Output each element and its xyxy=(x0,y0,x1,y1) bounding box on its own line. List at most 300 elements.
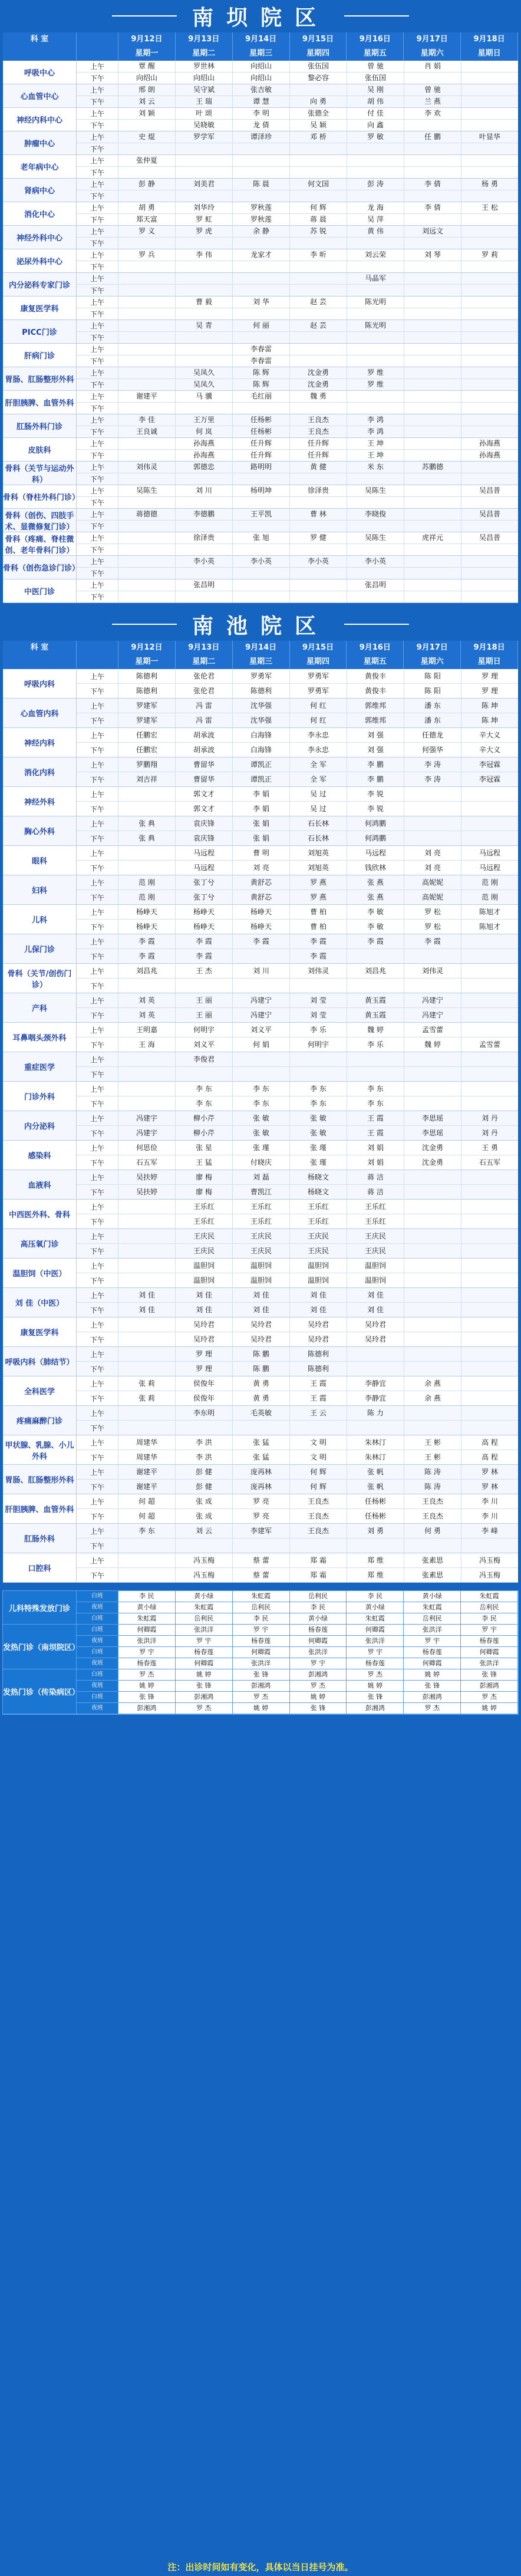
slot-time: 下午 xyxy=(77,772,118,786)
doctor-cell: 王万里 xyxy=(176,414,233,426)
slot-time: 上午 xyxy=(77,1200,118,1214)
doctor-cell: 谢建平 xyxy=(118,391,176,402)
dept-slots xyxy=(77,1023,518,1052)
time-slot xyxy=(77,713,518,727)
slot-time: 上午 xyxy=(77,1170,118,1184)
slot-time: 上午 xyxy=(77,320,118,331)
time-slot xyxy=(77,202,518,214)
doctor-cell xyxy=(176,308,233,319)
doctor-cell xyxy=(404,450,461,461)
time-slot xyxy=(77,1170,518,1185)
doctor-cell xyxy=(461,1185,518,1199)
doctor-cell xyxy=(347,1362,404,1376)
doctor-cell: 蒋 洁 xyxy=(347,1185,404,1199)
doctor-cell: 何鸿鹏 xyxy=(347,831,404,845)
doctor-cell xyxy=(347,190,404,202)
dept-name: 产科 xyxy=(3,993,77,1022)
doctor-cell xyxy=(118,579,176,591)
doctor-cell xyxy=(404,190,461,202)
doctor-cell xyxy=(233,285,290,296)
doctor-cell: 冯玉梅 xyxy=(479,1556,500,1564)
doctor-cell: 王 彬 xyxy=(404,1435,461,1450)
doctor-cell xyxy=(404,591,461,602)
header-dept-label: 科 室 xyxy=(3,641,77,655)
dept-slots xyxy=(77,757,518,786)
dept-row xyxy=(3,1406,518,1435)
doctor-cell xyxy=(404,544,461,555)
doctor-cell: 王 彬 xyxy=(404,1450,461,1464)
slot-time: 下午 xyxy=(77,1303,118,1317)
slot-time: 上午 xyxy=(77,1052,118,1066)
doctor-cell: 李 锐 xyxy=(347,787,404,801)
doctor-cell: 张 娟 xyxy=(233,831,290,845)
dept-name: 门诊外科 xyxy=(3,1082,77,1111)
doctor-cell: 彭 健 xyxy=(176,1480,233,1494)
doctor-cell: 王明嘉 xyxy=(118,1023,176,1037)
special-doctor-cell: 李 民 xyxy=(347,1591,404,1602)
doctor-cell xyxy=(233,949,290,963)
time-slot xyxy=(77,1406,518,1421)
doctor-cell: 罗秋莲 xyxy=(233,202,290,213)
slot-time: 下午 xyxy=(77,473,118,485)
dept-row xyxy=(3,155,518,179)
slot-time: 上午 xyxy=(77,1406,118,1420)
doctor-cell: 罗 维 xyxy=(347,379,404,390)
doctor-cell: 罗 莉 xyxy=(482,251,498,259)
dept-row xyxy=(3,320,518,344)
doctor-cell xyxy=(404,787,461,801)
doctor-cell: 温胆饲 xyxy=(233,1259,290,1273)
doctor-cell: 陈 阳 xyxy=(404,669,461,683)
doctor-cell: 冯 雷 xyxy=(176,699,233,713)
doctor-cell xyxy=(404,556,461,567)
doctor-cell: 何强华 xyxy=(404,743,461,757)
doctor-cell xyxy=(404,1096,461,1111)
doctor-cell: 黄玉霞 xyxy=(347,1008,404,1022)
doctor-cell: 吴 青 xyxy=(176,320,233,331)
doctor-cell: 刘美君 xyxy=(176,179,233,190)
time-slot xyxy=(77,438,518,450)
doctor-cell: 王良杰 xyxy=(290,1494,347,1508)
slot-time: 下午 xyxy=(77,143,118,154)
doctor-cell: 赵 芸 xyxy=(290,297,347,308)
special-doctor-cell: 姚 婷 xyxy=(233,1703,290,1714)
doctor-cell xyxy=(404,497,461,508)
doctor-cell: 温胆饲 xyxy=(290,1273,347,1287)
doctor-cell: 张昌明 xyxy=(347,579,404,591)
slot-time: 上午 xyxy=(77,391,118,402)
doctor-cell: 余 燕 xyxy=(404,1376,461,1391)
time-slot xyxy=(77,1111,518,1126)
dept-name: 呼吸内科 xyxy=(3,669,77,698)
doctor-cell: 罗勇军 xyxy=(290,669,347,683)
special-doctor-cell: 何卿霞 xyxy=(290,1636,347,1646)
doctor-cell xyxy=(461,993,518,1007)
doctor-cell: 冯建宁 xyxy=(404,1008,461,1022)
time-slot xyxy=(77,1332,518,1346)
doctor-cell: 黄玉霞 xyxy=(347,993,404,1007)
doctor-cell: 曹留华 xyxy=(176,772,233,786)
doctor-cell xyxy=(461,979,518,993)
doctor-cell xyxy=(461,1391,518,1405)
time-slot xyxy=(77,120,518,131)
special-doctor-cell: 罗 宇 xyxy=(347,1647,404,1658)
dept-slots xyxy=(77,202,518,225)
dept-row xyxy=(3,391,518,414)
doctor-cell xyxy=(176,332,233,343)
doctor-cell xyxy=(404,473,461,485)
doctor-cell: 朱林汀 xyxy=(347,1450,404,1464)
doctor-cell xyxy=(461,143,518,154)
doctor-cell: 刘 亮 xyxy=(404,846,461,860)
dept-row xyxy=(3,816,518,846)
doctor-cell xyxy=(176,167,233,178)
special-slot-time: 白班 xyxy=(77,1647,118,1658)
doctor-cell: 庞再林 xyxy=(233,1480,290,1494)
doctor-cell xyxy=(118,379,176,390)
doctor-cell: 袁庆锋 xyxy=(176,831,233,845)
time-slot xyxy=(77,920,518,934)
doctor-cell xyxy=(118,1347,176,1361)
slot-time: 上午 xyxy=(77,1553,118,1567)
header-dates-row xyxy=(3,641,518,655)
slot-time: 上午 xyxy=(77,297,118,308)
doctor-cell: 李晓俊 xyxy=(347,509,404,520)
header-blank xyxy=(3,47,77,61)
doctor-cell: 曹凯江 xyxy=(233,1185,290,1199)
doctor-cell xyxy=(404,320,461,331)
special-slots xyxy=(77,1625,518,1669)
special-doctor-cell: 何卿霞 xyxy=(461,1647,518,1658)
dept-name: 肝胆胰脾、血管外科 xyxy=(3,1494,77,1523)
dept-name: 耳鼻咽头颈外科 xyxy=(3,1023,77,1052)
doctor-cell xyxy=(461,73,518,84)
special-doctor-cell: 杨春莲 xyxy=(290,1625,347,1635)
dept-name: 口腔科 xyxy=(3,1553,77,1582)
doctor-cell: 陈德利 xyxy=(118,669,176,683)
doctor-cell: 李 锐 xyxy=(347,802,404,816)
dept-row xyxy=(3,202,518,226)
special-doctor-cell: 杨春莲 xyxy=(404,1647,461,1658)
doctor-cell xyxy=(404,1214,461,1228)
doctor-cell: 米 东 xyxy=(347,462,404,473)
slot-time: 上午 xyxy=(77,1259,118,1273)
special-doctor-cell: 罗 杰 xyxy=(347,1669,404,1680)
doctor-cell xyxy=(461,934,518,948)
time-slot xyxy=(77,831,518,845)
doctor-cell: 李 霞 xyxy=(176,934,233,948)
doctor-cell: 曹 柏 xyxy=(290,920,347,934)
doctor-cell xyxy=(461,831,518,845)
doctor-cell xyxy=(118,979,176,993)
doctor-cell: 李静宜 xyxy=(347,1376,404,1391)
doctor-cell xyxy=(118,1214,176,1228)
special-doctor-cell: 黄小绿 xyxy=(290,1613,347,1624)
slot-time: 上午 xyxy=(77,1229,118,1243)
slot-time: 下午 xyxy=(77,1214,118,1228)
doctor-cell xyxy=(233,308,290,319)
slot-time: 上午 xyxy=(77,61,118,72)
doctor-cell: 陈 辉 xyxy=(233,379,290,390)
slot-time: 下午 xyxy=(77,1391,118,1405)
doctor-cell xyxy=(118,1229,176,1243)
special-slot-time: 夜班 xyxy=(77,1602,118,1613)
doctor-cell: 冯建宁 xyxy=(404,993,461,1007)
header-weekdays-row xyxy=(3,655,518,669)
time-slot xyxy=(77,320,518,332)
doctor-cell: 邢 朗 xyxy=(118,84,176,95)
doctor-cell xyxy=(176,473,233,485)
doctor-cell: 罗 松 xyxy=(404,905,461,919)
time-slot xyxy=(77,1229,518,1244)
doctor-cell xyxy=(404,261,461,272)
special-doctor-cell: 姚 婷 xyxy=(118,1681,176,1691)
doctor-cell: 郑天富 xyxy=(118,214,176,225)
doctor-cell xyxy=(461,355,518,367)
doctor-cell xyxy=(118,521,176,532)
doctor-cell: 马远程 xyxy=(347,846,404,860)
doctor-cell xyxy=(233,332,290,343)
doctor-cell: 冯玉梅 xyxy=(176,1553,233,1567)
time-slot xyxy=(77,249,518,261)
doctor-cell xyxy=(404,1244,461,1258)
dept-name: 神经内科 xyxy=(3,728,77,757)
dept-name: 神经外科 xyxy=(3,787,77,816)
doctor-cell: 吴昌普 xyxy=(479,533,500,542)
doctor-cell: 刘伟灵 xyxy=(118,462,176,473)
special-doctor-cell: 杨春莲 xyxy=(347,1658,404,1669)
header-dates-row xyxy=(3,32,518,47)
doctor-cell xyxy=(233,1421,290,1435)
doctor-cell xyxy=(461,285,518,296)
doctor-cell: 刘 佳 xyxy=(290,1288,347,1302)
dept-name: 内分泌科专家门诊 xyxy=(3,273,77,296)
doctor-cell: 何 超 xyxy=(118,1494,176,1508)
slot-time: 下午 xyxy=(77,450,118,461)
special-slot xyxy=(77,1613,518,1624)
special-doctor-cell: 罗 宇 xyxy=(290,1658,347,1669)
doctor-cell: 陈 坤 xyxy=(482,701,498,710)
doctor-cell xyxy=(404,1347,461,1361)
doctor-cell: 张 莉 xyxy=(118,1376,176,1391)
dept-row xyxy=(3,273,518,297)
special-row xyxy=(3,1591,518,1625)
slot-time: 上午 xyxy=(77,273,118,284)
doctor-cell: 沈金勇 xyxy=(404,1141,461,1155)
time-slot xyxy=(77,934,518,949)
doctor-cell: 黄舒芯 xyxy=(233,875,290,890)
special-doctor-cell: 张洪洋 xyxy=(176,1625,233,1635)
dept-name: 胃肠、肛肠整形外科 xyxy=(3,367,77,390)
slot-time: 上午 xyxy=(77,787,118,801)
time-slot xyxy=(77,1317,518,1332)
doctor-cell: 付晓庆 xyxy=(233,1155,290,1170)
doctor-cell xyxy=(461,190,518,202)
dept-slots xyxy=(77,964,518,993)
doctor-cell: 温胆饲 xyxy=(347,1259,404,1273)
doctor-cell: 张 旭 xyxy=(233,532,290,543)
doctor-cell xyxy=(118,473,176,485)
special-slot-time: 白班 xyxy=(77,1692,118,1702)
doctor-cell: 张昌明 xyxy=(176,579,233,591)
special-doctor-cell: 杨春莲 xyxy=(176,1647,233,1658)
doctor-cell: 彭 静 xyxy=(118,179,176,190)
doctor-cell xyxy=(347,238,404,249)
doctor-cell xyxy=(290,521,347,532)
doctor-cell: 何思俭 xyxy=(118,1141,176,1155)
dept-slots xyxy=(77,1317,518,1346)
doctor-cell: 王 丽 xyxy=(176,993,233,1007)
dept-name: 消化内科 xyxy=(3,757,77,786)
doctor-cell: 石长林 xyxy=(290,816,347,831)
doctor-cell: 李俊君 xyxy=(176,1052,233,1066)
header-weekday: 星期四 xyxy=(290,655,347,669)
doctor-cell xyxy=(404,391,461,402)
doctor-cell: 柳小芹 xyxy=(176,1126,233,1140)
slot-time: 下午 xyxy=(77,591,118,602)
header-date: 9月14日 xyxy=(233,32,290,47)
doctor-cell xyxy=(404,308,461,319)
doctor-cell xyxy=(290,261,347,272)
time-slot xyxy=(77,591,518,602)
doctor-cell: 李 昕 xyxy=(290,249,347,261)
doctor-cell: 任鹏宏 xyxy=(118,743,176,757)
dept-name: 骨科（关节与运动外科） xyxy=(3,462,77,485)
dept-name: 神经外科中心 xyxy=(3,226,77,249)
slot-time: 上午 xyxy=(77,131,118,143)
doctor-cell: 吴玲君 xyxy=(290,1332,347,1346)
doctor-cell: 王 猛 xyxy=(176,1155,233,1170)
header-weekday: 星期三 xyxy=(233,655,290,669)
time-slot xyxy=(77,964,518,979)
doctor-cell: 刘昌兆 xyxy=(347,964,404,978)
slot-time: 上午 xyxy=(77,1317,118,1332)
slot-time: 上午 xyxy=(77,669,118,683)
doctor-cell xyxy=(461,403,518,414)
doctor-cell xyxy=(233,579,290,591)
header-weekday: 星期四 xyxy=(290,47,347,61)
doctor-cell: 杨晓文 xyxy=(290,1170,347,1184)
time-slot xyxy=(77,108,518,120)
doctor-cell: 任 鹏 xyxy=(404,131,461,143)
doctor-cell xyxy=(176,155,233,166)
doctor-cell xyxy=(118,568,176,579)
doctor-cell xyxy=(461,261,518,272)
special-doctor-cell: 彭湘鸿 xyxy=(347,1703,404,1714)
slot-time: 上午 xyxy=(77,579,118,591)
doctor-cell: 张 成 xyxy=(176,1494,233,1508)
doctor-cell: 马 骥 xyxy=(176,391,233,402)
doctor-cell: 任升辉 xyxy=(290,438,347,449)
doctor-cell xyxy=(176,344,233,355)
doctor-cell xyxy=(176,1421,233,1435)
doctor-cell: 白海锋 xyxy=(233,728,290,742)
dept-name: 内分泌科 xyxy=(3,1111,77,1140)
slot-time: 上午 xyxy=(77,367,118,378)
doctor-cell: 张丁兮 xyxy=(176,890,233,904)
doctor-cell xyxy=(233,521,290,532)
doctor-cell xyxy=(233,591,290,602)
time-slot xyxy=(77,485,518,497)
dept-slots xyxy=(77,1553,518,1582)
special-doctor-cell: 罗 宇 xyxy=(404,1636,461,1646)
doctor-cell xyxy=(118,450,176,461)
doctor-cell: 沈金勇 xyxy=(290,367,347,378)
doctor-cell: 刘义平 xyxy=(176,1037,233,1052)
doctor-cell: 吴玲君 xyxy=(233,1317,290,1332)
dept-name: 肛肠外科门诊 xyxy=(3,414,77,437)
special-doctor-cell: 李 民 xyxy=(233,1613,290,1624)
doctor-cell: 吴 过 xyxy=(290,787,347,801)
doctor-cell: 刘 佳 xyxy=(290,1303,347,1317)
doctor-cell xyxy=(404,816,461,831)
doctor-cell: 李 霞 xyxy=(290,934,347,948)
dept-slots xyxy=(77,787,518,816)
doctor-cell: 叶显华 xyxy=(479,133,500,141)
time-slot xyxy=(77,556,518,568)
doctor-cell xyxy=(118,497,176,508)
doctor-cell xyxy=(347,1052,404,1066)
doctor-cell: 李 洪 xyxy=(176,1435,233,1450)
header-date: 9月13日 xyxy=(176,32,233,47)
doctor-cell xyxy=(461,308,518,319)
special-doctor-cell: 朱虹霞 xyxy=(461,1591,518,1602)
doctor-cell: 刘 娟 xyxy=(347,1155,404,1170)
slot-time: 下午 xyxy=(77,308,118,319)
doctor-cell xyxy=(404,1288,461,1302)
doctor-cell xyxy=(461,155,518,166)
dept-name: 肛肠外科 xyxy=(3,1524,77,1553)
dept-slots xyxy=(77,108,518,131)
doctor-cell: 蒋 洁 xyxy=(347,1170,404,1184)
time-slot xyxy=(77,131,518,143)
special-doctor-cell: 岳利民 xyxy=(233,1602,290,1613)
doctor-cell: 罗 虹 xyxy=(176,214,233,225)
doctor-cell xyxy=(290,568,347,579)
doctor-cell: 马晶军 xyxy=(347,273,404,284)
doctor-cell: 钱欣林 xyxy=(347,861,404,875)
dept-slots xyxy=(77,1524,518,1553)
time-slot xyxy=(77,61,518,73)
doctor-cell xyxy=(290,1421,347,1435)
doctor-cell: 李小英 xyxy=(347,556,404,567)
special-slot-time: 白班 xyxy=(77,1669,118,1680)
header-weekday: 星期一 xyxy=(118,47,176,61)
doctor-cell: 刘吉祥 xyxy=(118,772,176,786)
time-slot xyxy=(77,1376,518,1391)
doctor-cell xyxy=(118,1052,176,1066)
doctor-cell xyxy=(118,1421,176,1435)
dept-name: 泌尿外科中心 xyxy=(3,249,77,272)
time-slot xyxy=(77,462,518,473)
doctor-cell xyxy=(118,591,176,602)
dept-row xyxy=(3,1052,518,1082)
dept-slots xyxy=(77,414,518,437)
dept-row xyxy=(3,1465,518,1494)
special-doctor-cell: 彭湘鸿 xyxy=(176,1692,233,1702)
slot-time: 下午 xyxy=(77,167,118,178)
doctor-cell: 吴 颖 xyxy=(290,120,347,131)
doctor-cell: 曹 林 xyxy=(290,509,347,520)
header-date: 9月17日 xyxy=(404,32,461,47)
doctor-cell: 孙海燕 xyxy=(176,438,233,449)
doctor-cell: 罗 理 xyxy=(176,1347,233,1361)
special-doctor-cell: 何卿霞 xyxy=(118,1625,176,1635)
doctor-cell: 陈 辉 xyxy=(233,367,290,378)
special-doctor-cell: 何卿霞 xyxy=(404,1658,461,1669)
doctor-cell: 张 典 xyxy=(118,831,176,845)
doctor-cell xyxy=(404,1052,461,1066)
